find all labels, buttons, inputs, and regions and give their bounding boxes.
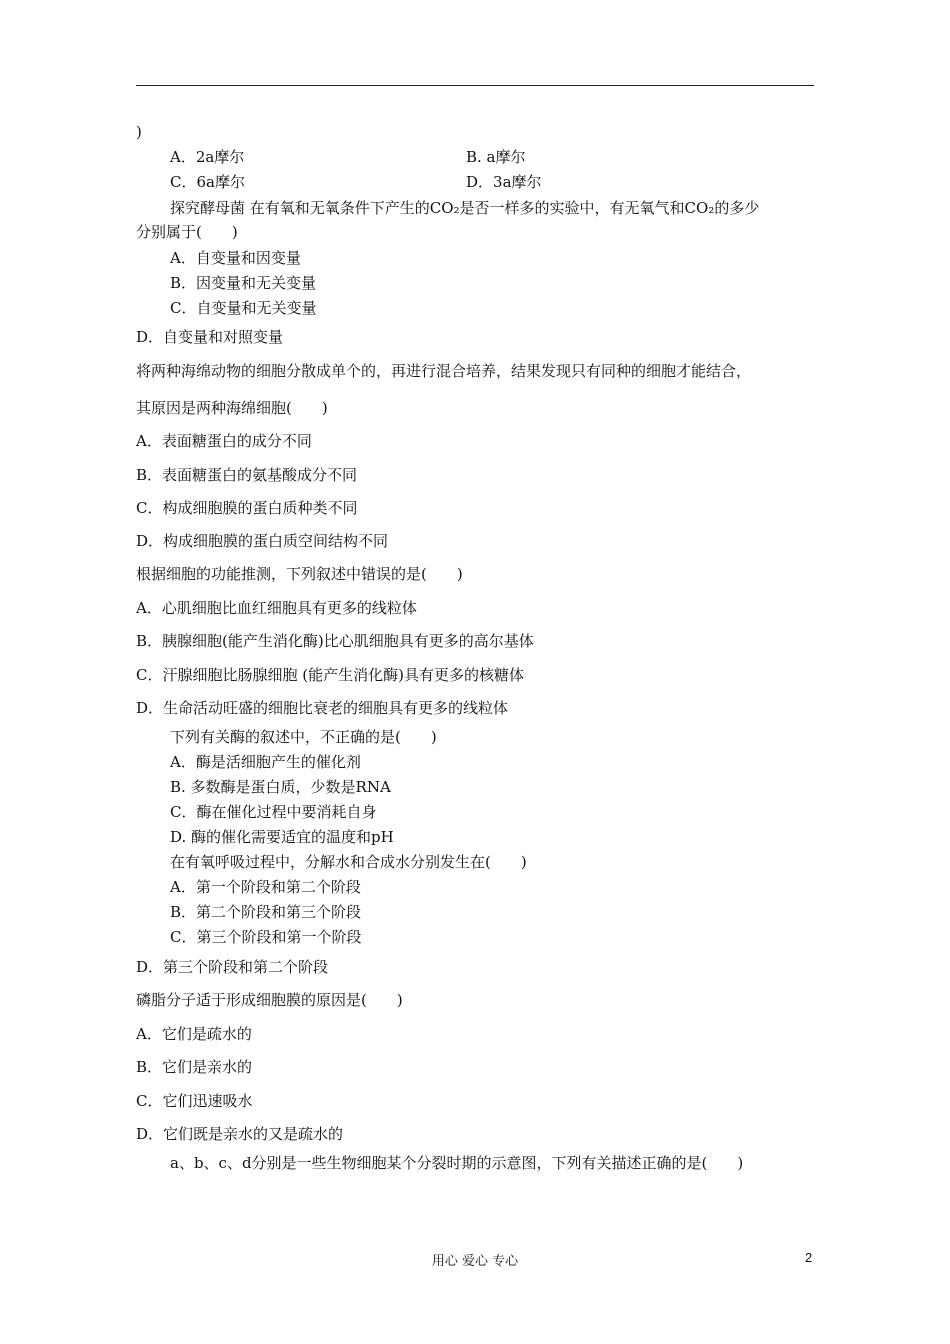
text-line: B．表面糖蛋白的氨基酸成分不同 (136, 466, 358, 484)
text-line: C．第三个阶段和第一个阶段 (170, 928, 362, 946)
text-line: C．自变量和无关变量 (170, 299, 317, 317)
text-line: B．它们是亲水的 (136, 1058, 253, 1076)
header-rule (136, 85, 814, 86)
text-line: C．它们迅速吸水 (136, 1092, 253, 1110)
text-line: A．第一个阶段和第二个阶段 (170, 878, 361, 896)
text-line: ) (136, 123, 142, 141)
text-line: B．第二个阶段和第三个阶段 (170, 903, 362, 921)
text-line: C．汗腺细胞比肠腺细胞 (能产生消化酶)具有更多的核糖体 (136, 666, 524, 684)
text-line: A．心肌细胞比血红细胞具有更多的线粒体 (136, 599, 417, 617)
text-line: C．6a摩尔 (170, 173, 245, 191)
page-footer: 用心 爱心 专心 (431, 1254, 519, 1269)
text-line: D．第三个阶段和第二个阶段 (136, 958, 329, 976)
text-line: a、b、c、d分别是一些生物细胞某个分裂时期的示意图，下列有关描述正确的是( ) (170, 1154, 744, 1172)
text-line: 分别属于( ) (136, 223, 238, 241)
text-line: C．构成细胞膜的蛋白质种类不同 (136, 499, 358, 517)
text-line: B．因变量和无关变量 (170, 274, 317, 292)
text-line: B. 多数酶是蛋白质，少数是RNA (170, 778, 391, 796)
text-line: D．它们既是亲水的又是疏水的 (136, 1125, 344, 1143)
text-line: A．2a摩尔 (170, 148, 245, 166)
text-line: B. a摩尔 (466, 148, 526, 166)
page-number: 2 (805, 1250, 813, 1265)
text-line: A．它们是疏水的 (136, 1025, 252, 1043)
text-line: 在有氧呼吸过程中，分解水和合成水分别发生在( ) (170, 853, 527, 871)
text-line: A．酶是活细胞产生的催化剂 (170, 753, 361, 771)
text-line: D．3a摩尔 (466, 173, 542, 191)
text-line: C．酶在催化过程中要消耗自身 (170, 803, 377, 821)
text-line: 根据细胞的功能推测，下列叙述中错误的是( ) (136, 565, 463, 583)
text-line: 探究酵母菌 在有氧和无氧条件下产生的CO₂是否一样多的实验中，有无氧气和CO₂的多少 (170, 199, 760, 217)
text-line: A．表面糖蛋白的成分不同 (136, 432, 312, 450)
text-line: D．生命活动旺盛的细胞比衰老的细胞具有更多的线粒体 (136, 699, 509, 717)
text-line: D. 酶的催化需要适宜的温度和pH (170, 828, 394, 846)
text-line: B．胰腺细胞(能产生消化酶)比心肌细胞具有更多的高尔基体 (136, 632, 534, 650)
text-line: D．自变量和对照变量 (136, 328, 284, 346)
text-line: A．自变量和因变量 (170, 249, 301, 267)
text-line: D．构成细胞膜的蛋白质空间结构不同 (136, 532, 389, 550)
text-line: 磷脂分子适于形成细胞膜的原因是( ) (136, 991, 403, 1009)
text-line: 下列有关酶的叙述中，不正确的是( ) (170, 728, 437, 746)
text-line: 将两种海绵动物的细胞分散成单个的，再进行混合培养，结果发现只有同种的细胞才能结合， (136, 362, 752, 380)
text-line: 其原因是两种海绵细胞( ) (136, 399, 328, 417)
